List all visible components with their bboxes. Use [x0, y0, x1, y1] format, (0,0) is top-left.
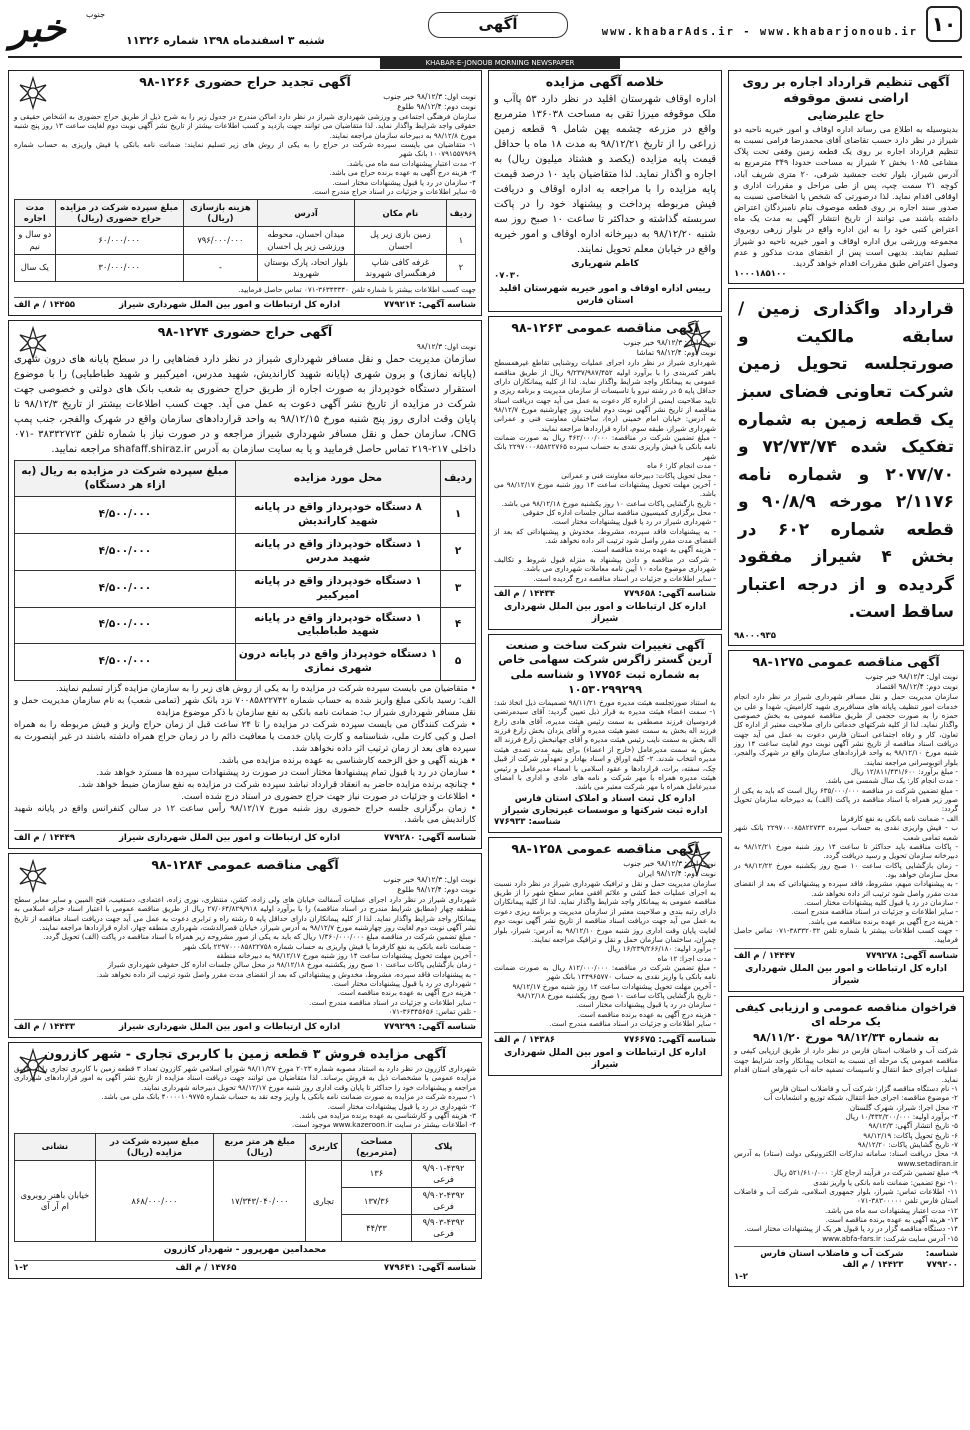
ad-body: سازمان مدیریت حمل و نقل مسافر شهرداری شیراز در نظر دارد فضاهایی را در سطح پایانه های درون شهری (پایانه نمازی) و برون شهری (پایانه شهید کاراندیش، شهید مدرس، امیرکبیر و شهید طباطبایی) را با موضوع استقرار دستگاه خودپرداز به صورت اجاره از طریق حراج حضوری به شعب بانک های دولتی و خصوصی جهت شرکت در مزایده از تاریخ نشر آگهی دعوت به عمل می آید. جهت کسب اطلاعات بیشتر از تاریخ ۹۸/۱۲/۳ تا پایان وقت اداری روز پنج شنبه مورخ ۹۸/۱۲/۱۵ به واحد قراردادهای سازمان واقع در شهرک والفجر، جنب پمپ CNG، سازمان حمل و نقل مسافر شهرداری شیراز مراجعه و در صورت نیاز با شماره تلفن ۳۸۳۳۲۷۲۳ -۰۷۱ داخلی ۲۱۷-۲۱۹ تماس حاصل فرمایید و یا به سایت سازمان به آدرس shafaff.shiraz.ir مراجعه نمایید. — [14, 353, 477, 455]
ad-code: شناسه آگهی: ۷۷۹۲۷۸ — [865, 950, 958, 961]
table-header: مبلغ سپرده شرکت در مزایده حراج حضوری (ریال) — [55, 200, 183, 227]
ad-title: آگهی تجدید حراج حضوری ۱۲۶۶-۹۸ — [139, 74, 351, 89]
table-header: نام مکان — [355, 200, 447, 227]
ad-footer — [734, 1246, 958, 1272]
ad-title: خلاصه آگهی مزایده — [545, 74, 665, 89]
table-row — [15, 534, 476, 571]
ad-code: ۹۸۰۰۰۹۳۵ — [734, 630, 776, 641]
ad-code: شناسه آگهی: ۷۷۹۲۹۹ — [383, 1022, 476, 1033]
table-header: ردیف — [446, 200, 475, 227]
column-right — [728, 70, 964, 1420]
ad-tag: ۱-۲ — [14, 1263, 29, 1274]
site-urls[interactable]: www.khabarAds.ir - www.khabarjonoub.ir — [601, 26, 918, 38]
table-row — [15, 1160, 476, 1187]
ad-num: ۱۴۴۴۹ / م الف — [14, 833, 76, 844]
table-cell: ۱ دستگاه خودپرداز واقع در پایانه امیرکبیر — [235, 570, 440, 607]
table-row — [15, 254, 476, 281]
table-header: هزینه بازسازی (ریال) — [183, 200, 257, 227]
ad-title: فراخوان مناقصه عمومی و ارزیابی کیفی یک مرحله ای — [735, 1000, 957, 1029]
ad-title: آگهی مناقصه عمومی ۱۲۵۸-۹۸ — [511, 840, 699, 856]
table-header: مبلغ سپرده شرکت در مزایده به ریال (به ازاء هر دستگاه) — [15, 460, 236, 497]
table-cell: میدان احسان، محوطه ورزشی زیر پل احسان — [258, 227, 355, 254]
ad-code: شناسه آگهی: ۷۷۶۶۷۵ — [623, 1034, 716, 1045]
ad-person: محمدامین مهرپرور - شهردار کازرون — [163, 1245, 327, 1256]
ad-title: آگهی مناقصه عمومی ۱۲۸۴-۹۸ — [151, 856, 339, 872]
table-cell: خیابان باهنر روبروی ام آر آی — [15, 1160, 96, 1242]
table-header: پلاک — [412, 1133, 476, 1160]
ad-tender-1263 — [488, 316, 722, 630]
ad-body: قرارداد واگذاری زمین / سابقه مالکیت و صورتجلسه تحویل زمین شرکت تعاونی فضای سبز یک قطعه زمین به شماره تفکیک شده ۷۲/۷۳/۷۴ و ۲۰۷۷/۷۰ و شماره نامه ۲/۱۱۷۶ مورخه ۹۰/۸/۹ و قطعه شماره ۶۰۲ در بخش ۴ شیراز مفقود گردیده و از درجه اعتبار ساقط است. — [738, 299, 955, 623]
ad-signature: اداره کل ارتباطات و امور بین الملل شهرداری شیراز — [744, 964, 948, 987]
table-header: ردیف — [441, 460, 476, 497]
ad-code: شناسه: ۷۷۹۲۰۰ — [925, 1249, 958, 1271]
table-header: مدت اجاره — [15, 200, 56, 227]
table-cell: ۴ — [441, 607, 476, 644]
table-cell: ۱۷/۳۴۳/۰۴۰/۰۰۰ — [214, 1160, 306, 1242]
table-cell: ۲ — [446, 254, 475, 281]
ad-tender-1284 — [8, 853, 482, 1038]
table-header: نشانی — [15, 1133, 96, 1160]
table-cell: ۴/۵۰۰/۰۰۰ — [15, 534, 236, 571]
column-left — [8, 70, 482, 1420]
ad-signature: رییس اداره اوقاف و امور خیریه شهرستان اقلید استان فارس — [499, 284, 711, 307]
table-row — [15, 607, 476, 644]
ad-tender-water — [728, 996, 964, 1287]
table-cell: ۸۶۸/۰۰۰/۰۰۰ — [95, 1160, 213, 1242]
ad-num: ۱۴۴۳۳ / م الف — [14, 1022, 76, 1033]
table-cell: زمین بازی زیر پل احسان — [355, 227, 447, 254]
table-header: مبلغ سپرده شرکت در مزایده (ریال) — [95, 1133, 213, 1160]
table-cell: ۴/۵۰۰/۰۰۰ — [15, 570, 236, 607]
municipality-emblem-icon — [15, 75, 51, 111]
table-cell: غرفه کافی شاپ فرهنگسرای شهروند — [355, 254, 447, 281]
ad-body: شهرداری شیراز در نظر دارد اجرای عملیات روشنایی تقاطع غیرهمسطح باهنر کمربندی را با برآورد اولیه ۹/۲۳۷/۹۸۷/۴۵۲ ریال از طریق مناقصه عمومی به پیمانکار واجد شرایط واگذار نماید. لذا از کلیه پیمانکاران دارای حداقل پایه ۵ در رشته نیرو یا تاسیسات از سازمان مدیریت و برنامه ریزی و تایید صلاحیت ایمنی از اداره کار دعوت به عمل می آید جهت دریافت اسناد مناقصه از تاریخ نشر آگهی نوبت دوم لغایت روز چهارشنبه مورخ ۹۸/۱۲/۷ به آدرس: خیابان امام خمینی (ره)، ساختمان معاونت فنی و عمرانی شهرداری شیراز، طبقه سوم، اداره قراردادها مراجعه نمایند. - مبلغ تضمین شرکت در مناقصه: ۴۶۲/۰۰۰/۰۰۰ ریال به صورت ضمانت نامه بانکی یا فیش واریزی نقدی به حساب سپرده ۲۲۹۷۰۰۰۸۵۸۲۲۷۶۵ بانک شهر - مدت انجام کار: ۶ ماه - محل تحویل پاکات: دبیرخانه معاونت فنی و عمرانی - آخرین مهلت تحویل پیشنهادات ساعت ۱۴ روز شنبه مورخ ۹۸/۱۲/۱۷ می باشد. - تاریخ بازگشایی پاکات ساعت ۱۰ روز یکشنبه مورخ ۹۸/۱۲/۱۸ می باشد. - محل برگزاری کمیسیون مناقصه سالن جلسات اداره کل حقوقی - شهرداری شیراز در رد یا قبول پیشنهادات مختار است. - به پیشنهادات فاقد سپرده، مشروط، مخدوش و پیشنهاداتی که بعد از انقضای مدت مقرر واصل شود ترتیب اثر داده نخواهد شد. - هزینه آگهی به عهده برنده مناقصه است. - شرکت در مناقصه و دادن پیشنهاد به منزله قبول شروط و تکالیف شهرداری موضوع ماده ۱۰ آیین نامه معاملات شهرداری می باشد. - سایر اطلاعات و جزئیات در اسناد مناقصه درج گردیده است. — [494, 358, 716, 583]
ad-title: آگهی تنظیم قرارداد اجاره بر روی اراضی نسق موقوفه — [742, 74, 950, 106]
table-cell: ۴/۵۰۰/۰۰۰ — [15, 497, 236, 534]
table-cell: دو سال و نیم — [15, 227, 56, 254]
table-header: کاربری — [306, 1133, 342, 1160]
table-cell: ۳ — [441, 570, 476, 607]
table-row — [15, 227, 476, 254]
ad-signature: اداره کل ارتباطات و امور بین الملل شهرداری شیراز — [503, 602, 707, 625]
ad-subtitle: حاج علیرضایی — [807, 108, 885, 122]
ad-footer — [14, 1019, 476, 1033]
ad-auction-1274 — [8, 320, 482, 849]
ad-body: اداره اوقاف شهرستان اقلید در نظر دارد ۵۳ پاآب و ملک موقوفه میرزا تقی به مساحت ۱۳۶۰۳۸ مترمربع واقع در مزرعه چشمه پهن شامل ۹ قطعه زمین زراعی را از تاریخ ۹۸/۱۲/۲۱ به مدت ۱۸ ماه با حداقل قیمت پایه مزایده (یکصد و هشتاد میلیون ریال) به اجاره و اگذار نماید. لذا متقاضیان باید ۱۰ درصد قیمت پایه مزایده را با مراجعه به اداره اوقاف و دریافت فیش مربوطه پرداخت و پیشنهاد خود را در پاکت سربسته گذاشته و حداکثر تا ساعت ۱۰ صبح روز سه شنبه ۹۸/۱۲/۲۰ به دبیرخانه اداره اوقاف و امور خیریه واقع در خیابان معلم تحویل نمایند. — [494, 94, 717, 256]
table-cell: ۱ دستگاه خودپرداز واقع در پایانه شهید طباطبایی — [235, 607, 440, 644]
page-number: ۱۰ — [926, 6, 962, 42]
table-row — [15, 497, 476, 534]
table-cell: یک سال — [15, 254, 56, 281]
page-header — [8, 6, 962, 58]
table-cell: ۴/۵۰۰/۰۰۰ — [15, 644, 236, 681]
ad-footer — [14, 1260, 476, 1274]
ad-signature: اداره کل ارتباطات و امور بین الملل شهرداری شیراز — [503, 1047, 707, 1070]
ad-code: شناسه: ۷۷۶۹۳۳ — [494, 817, 561, 828]
table-cell: ۲ — [441, 534, 476, 571]
ad-num: ۱۴۴۴۷ / م الف — [734, 950, 796, 961]
table-cell: ۱ — [446, 227, 475, 254]
table-cell: ۶۰/۰۰۰/۰۰۰ — [55, 227, 183, 254]
masthead-banner: KHABAR-E-JONOUB MORNING NEWSPAPER — [380, 58, 620, 69]
ad-footer — [494, 1032, 716, 1046]
ad-code: شناسه آگهی: ۷۷۹۶۴۱ — [383, 1263, 476, 1274]
table-cell: ۱ — [441, 497, 476, 534]
table-cell: ۴۴/۳۳ — [341, 1215, 411, 1242]
column-middle — [488, 70, 722, 1420]
table-cell: ۱۳۷/۳۶ — [341, 1187, 411, 1214]
ad-footer — [14, 297, 476, 311]
ad-code: شناسه آگهی: ۷۷۹۲۸۰ — [383, 833, 476, 844]
ad-lease-notice — [728, 70, 964, 284]
ad-title: آگهی مناقصه عمومی ۱۲۶۳-۹۸ — [511, 320, 699, 336]
municipality-emblem-icon — [15, 858, 51, 894]
ad-company-changes — [488, 634, 722, 833]
ad-note: جهت کسب اطلاعات بیشتر با شماره تلفن ۳۶۳۴۳۳۴۰-۰۷۱ تماس حاصل فرمایید. — [238, 284, 476, 294]
ad-footer — [14, 830, 476, 844]
ad-auction-1266 — [8, 70, 482, 316]
ad-signature: اداره کل ثبت اسناد و املاک استان فارس اداره ثبت شرکتها و موسسات غیرتجاری شیراز — [502, 793, 708, 816]
ad-signature: اداره کل ارتباطات و امور بین الملل شهرداری شیراز — [118, 1022, 341, 1033]
ad-footer — [494, 586, 716, 600]
ad-auction-summary — [488, 70, 722, 312]
ad-meta: نوبت اول: ۹۸/۱۲/۳ خبر جنوب نوبت دوم: ۹۸/۱۲/۴ اقتصاد — [865, 672, 958, 692]
table-cell: ۱۳۶ — [341, 1160, 411, 1187]
table-cell: ۴/۵۰۰/۰۰۰ — [15, 607, 236, 644]
ad-conditions: • متقاضیان می بایست سپرده شرکت در مزایده را به یکی از روش های زیر را به سازمان مزایده گزار تسلیم نمایند. الف: رسید بانکی مبلغ واریز شده به حساب شماره ۷۰۰۸۵۸۲۲۷۴۲ نزد بانک شهر (تمامی شعب) به نام سازمان مدیریت حمل و نقل مسافر شهرداری شیراز ب: ضمانت نامه بانکی به نفع سازمان با ذکر موضوع مزایده • شرکت کنندگان می بایست سپرده شرکت در مزایده را تا ۲۴ ساعت قبل از زمان حراج واریز و فیش مربوطه را به همراه اصل و کپی کارت ملی، شناسنامه و کارت پایان خدمت یا معافیت دائم را در زمان حراج همراه داشته باشند در غیر اینصورت به سپرده های بعد از زمان ترتیب اثر داده نخواهد شد. • هزینه آگهی و حق الزحمه کارشناسی به عهده برنده مزایده می باشد. • سازمان در رد یا قبول تمام پیشنهادها مختار است در صورت رد پیشنهادات سپرده ها مسترد خواهد شد. • چنانچه برنده مزایده حاضر به انعقاد قرارداد نباشد سپرده شرکت در مزایده به نفع سازمان ضبط خواهد شد. • اطلاعات و جزئیات در صورت نیاز جهت حراج حضوری در اسناد درج شده است. • زمان برگزاری جلسه حراج حضوری روز شنبه مورخ ۹۸/۱۲/۱۷ رأس ساعت ۱۲ در سالن کنفرانس واقع در پایانه شهید کاراندیش می باشد. — [14, 683, 476, 826]
municipality-emblem-icon — [15, 1047, 51, 1083]
section-title: آگهی — [428, 12, 568, 38]
ad-num: شرکت آب و فاضلاب استان فارس ۱۴۴۲۳ / م الف — [760, 1249, 904, 1271]
table-cell: ۵ — [441, 644, 476, 681]
newspaper-logo-sub: جنوب — [86, 10, 106, 19]
table-cell: بلوار اتحاد، پارک بوستان شهروند — [258, 254, 355, 281]
ad-body: شهرداری شیراز در نظر دارد اجرای عملیات آسفالت خیابان های ولی زاده، کشن، منتظری، نوری زاده، اعتمادی، دستغیب، فتح المبین و سایر معابر سطح منطقه چهار (مطابق شرایط مندرج در اسناد مناقصه) را با برآورد اولیه ۲۷/۰۶۴/۸۲۹/۹۱۸ ریال از طریق مناقصه عمومی با اعتبار اسناد خزانه اسلامی به پیمانکار واجد شرایط واگذار نماید. لذا از کلیه پیمانکاران دارای حداقل پایه ۵ رشته راه و ترابری دعوت به عمل می آید جهت دریافت اسناد مناقصه از تاریخ نشر آگهی نوبت دوم لغایت روز چهارشنبه مورخ ۹۸/۱۲/۷ به آدرس شیراز، خیابان قصرالدشت، شهرداری منطقه چهار، اداره قراردادها مراجعه نمایند. - مبلغ تضمین شرکت در مناقصه مبلغ ۱/۳۶۰/۰۰۰/۰۰۰ ریال که باید به یکی از صور مشروحه زیر همراه با اسناد مناقصه در پاکت (الف) تحویل گردد. - ضمانت نامه بانکی به نفع کارفرما یا فیش واریزی به حساب شماره ۲۲۹۷۰۰۰۸۵۸۲۲۷۵۸ بانک شهر - آخرین مهلت تحویل پیشنهادات ساعت ۱۴ روز شنبه مورخ ۹۸/۱۲/۱۷ به دبیرخانه منطقه - زمان بازگشایی پاکات ساعت ۱۰ صبح روز یکشنبه مورخ ۹۸/۱۲/۱۸ در محل سالن جلسات اداره کل حقوقی شهرداری شیراز - به پیشنهادات فاقد سپرده، مشروط، مخدوش و پیشنهاداتی که بعد از انقضای مدت مقرر واصل شود ترتیب اثر داده نخواهد شد. - شهرداری در رد یا قبول پیشنهادات مختار است. - هزینه درج آگهی به عهده برنده مناقصه است. - سایر اطلاعات و جزئیات در اسناد مناقصه مندرج است. - تلفن تماس: ۳۶۳۴۵۶۵۶-۰۷۱ — [14, 894, 476, 1017]
ad-meta: نوبت اول: ۹۸/۱۲/۳ خبر جنوب نوبت دوم: ۹۸/۱۲/۴ تماشا — [623, 338, 716, 358]
ad-num: ۱۴۴۳۴ / م الف — [494, 588, 556, 599]
ad-code: شناسه آگهی: ۷۷۹۲۱۴ — [383, 300, 476, 311]
table-row — [15, 644, 476, 681]
ad-tender-1275 — [728, 650, 964, 992]
ad-footer — [734, 948, 958, 962]
ad-title: آگهی مناقصه عمومی ۱۲۷۵-۹۸ — [752, 654, 940, 670]
ad-subtitle: به شماره ۹۸/۱۲/۳۴ مورخ ۹۸/۱۱/۲۰ — [753, 1030, 939, 1044]
ad-code: ۱۰۰۰۱۸۵۱۰۰ — [734, 269, 787, 280]
issue-dateline: شنبه ۳ اسفندماه ۱۳۹۸ شماره ۱۱۳۲۶ — [126, 34, 325, 47]
ad-body: بدینوسیله به اطلاع می رساند اداره اوقاف و امور خیریه ناحیه دو شیراز در نظر دارد حسب تقاضای آقای محمدرضا فرامی نسبت به تنظیم قرارداد اجاره بر روی یک قطعه زمین وقفی تحت پلاک مشاعی ۱۰۸۵ بخش ۲ شیراز به مساحت حدودا ۳۴۹ مترمربع به آدرس شیراز، بلوار تخت جمشید شرقی، ۲۰ متری شریف آباد، کوچه ۲۱ سمت چپ، پس از طی مراحل و مقررات اداری و اوقافی اقدام نماید. لذا درصورتی که شخص یا اشخاصی نسبت به صدور سند اجاره بر روی قطعه موصوف بنام نامبردگان اعتراض داشته باشند می توانند از تاریخ انتشار آگهی به مدت یک ماه اعتراض کتبی خود را به این اداره واقع در بلوار زرهی روبروی مجموعه ورزشی برق اداره اوقاف و امور خیریه ناحیه دو شیراز تسلیم نمایند. بدیهی است پس از انقضای مدت مذکور و عدم وصول اعتراض طبق مقررات اقدام خواهد گردید. — [734, 124, 958, 268]
ad-num: ۱۴۷۶۵ / م الف — [175, 1263, 237, 1274]
table-row — [15, 570, 476, 607]
ad-body: شرکت آب و فاضلاب استان فارس در نظر دارد از طریق ارزیابی کیفی و مناقصه عمومی یک مرحله ای نسبت به انتخاب پیمانکار واجد شرایط جهت عملیات اجرای خط انتقال و تاسیسات تصفیه خانه آب شهرهای استان اقدام نماید. ۱- نام دستگاه مناقصه گزار: شرکت آب و فاضلاب استان فارس ۲- موضوع مناقصه: اجرای خط انتقال، شبکه توزیع و انشعابات آب ۳- محل اجرا: شیراز، شهرک گلستان ۴- برآورد اولیه: ۱۰/۴۳۲/۲۰۰/۰۰۰ ریال ۵- تاریخ انتشار آگهی: ۹۸/۱۲/۳ ۶- تاریخ تحویل پاکات: ۹۸/۱۲/۱۹ ۷- تاریخ گشایش پاکات: ۹۸/۱۲/۲۰ ۸- محل دریافت اسناد: سامانه تدارکات الکترونیکی دولت (ستاد) به آدرس www.setadiran.ir ۹- مبلغ تضمین شرکت در فرآیند ارجاع کار: ۵۲۱/۶۱۰/۰۰۰ ریال ۱۰- نوع تضمین: ضمانت نامه بانکی یا واریز نقدی ۱۱- اطلاعات تماس: شیراز، بلوار جمهوری اسلامی، شرکت آب و فاضلاب استان فارس تلفن ۳۸۳۰۰۰۰۰-۰۷۱ ۱۲- مدت اعتبار پیشنهادات سه ماه می باشد. ۱۳- هزینه آگهی به عهده برنده مناقصه است. ۱۴- دستگاه مناقصه گزار در رد یا قبول هر یک از پیشنهادات مختار است. ۱۵- آدرس سایت شرکت: www.abfa-fars.ir — [734, 1046, 958, 1243]
ad-tender-1258 — [488, 837, 722, 1076]
table-cell: ۸ دستگاه خودپرداز واقع در پایانه شهید کاراندیش — [235, 497, 440, 534]
table-cell: - — [183, 254, 257, 281]
ad-body: سازمان مدیریت حمل و نقل و ترافیک شهرداری شیراز در نظر دارد نسبت به اجرای عملیات خط کشی و علائم افقی معابر سطح شهر را از طریق مناقصه عمومی به پیمانکار واجد شرایط واگذار نماید. لذا از کلیه پیمانکاران دارای رتبه بندی و صلاحیت معتبر از سازمان مدیریت و برنامه ریزی دعوت به عمل می آید جهت دریافت اسناد مناقصه از تاریخ نشر آگهی نوبت دوم لغایت پایان وقت اداری روز شنبه مورخ ۹۸/۱۲/۱۰ به آدرس: شیراز، بلوار چمران، ساختمان سازمان حمل و نقل و ترافیک مراجعه نمایند. - برآورد اولیه: ۱۶/۲۳۹/۲۶۶/۱۸۰ ریال - مدت اجرا: ۱۲ ماه - مبلغ تضمین شرکت در مناقصه: ۸۱۲/۰۰۰/۰۰۰ ریال به صورت ضمانت نامه بانکی یا واریز نقدی به حساب ۱۴۴۹۶۵۷۷۰ بانک شهر - آخرین مهلت تحویل پیشنهادات ساعت ۱۴ روز شنبه مورخ ۹۸/۱۲/۱۷ - تاریخ بازگشایی پاکات ساعت ۱۰ صبح روز یکشنبه مورخ ۹۸/۱۲/۱۸ - سازمان در رد یا قبول پیشنهادات مختار است. - هزینه درج آگهی به عهده برنده مناقصه است. - سایر اطلاعات و جزئیات در اسناد مناقصه مندرج است. — [494, 878, 716, 1029]
ad-body: سازمان فرهنگی اجتماعی و ورزشی شهرداری شیراز در نظر دارد اماکن مندرج در جدول زیر را به شرح ذیل از طریق حراج حضوری به اشخاص حقیقی و حقوقی واجد شرایط واگذار نماید. لذا متقاضیان می توانند جهت بازدید و کسب اطلاعات بیشتر از تاریخ نشر آگهی نوبت دوم لغایت ساعت ۱۳ روز پنج شنبه مورخ ۹۸/۱۲/۸ به دبیرخانه سازمان مراجعه نمایند. ۱- متقاضیان می بایست سپرده شرکت در حراج را به یکی از روش های زیر تسلیم نمایند: ضمانت نامه بانکی یا فیش واریزی به حساب شماره ۱۰۰۷۹۱۵۵۷۹۶۹ بانک شهر ۲- مدت اعتبار پیشنهادات سه ماه می باشد. ۳- هزینه درج آگهی به عهده برنده حراج می باشد. ۴- سازمان در رد یا قبول پیشنهادات مختار است. ۵- سایر اطلاعات و جزئیات در اسناد حراج مندرج است. — [14, 112, 476, 196]
newspaper-logo: خبر — [10, 5, 66, 50]
ad-land-sale-kazeroon — [8, 1042, 482, 1279]
ad-title: آگهی مزایده فروش ۳ قطعه زمین با کاربری تجاری - شهر کازرون — [43, 1045, 447, 1061]
municipality-emblem-icon — [679, 842, 715, 878]
municipality-emblem-icon — [679, 321, 715, 357]
ad-meta: نوبت اول: ۹۸/۱۲/۳ — [416, 341, 476, 351]
ad-meta: نوبت اول: ۹۸/۱۲/۳ خبر جنوب نوبت دوم: ۹۸/۱۲/۴ طلوع — [383, 875, 476, 894]
ad-body: شهرداری کازرون در نظر دارد به استناد مصوبه شماره ۲۰۲۳ مورخ ۹۸/۱۱/۲۷ شورای اسلامی شهر کازرون تعداد ۳ قطعه زمین با کاربری تجاری را از طریق مزایده عمومی با مشخصات ذیل به فروش برساند. لذا متقاضیان می توانند جهت دریافت اسناد مزایده از تاریخ نشر آگهی به امور قراردادهای شهرداری مراجعه و پیشنهادات خود را حداکثر تا پایان وقت اداری روز شنبه مورخ ۹۸/۱۲/۱۷ تحویل دبیرخانه شهرداری نمایند. ۱- سپرده شرکت در مزایده به صورت ضمانت نامه بانکی یا واریز وجه نقد به حساب شماره ۴۰۰۰۰۱۰۹۷۷۵ بانک ملی می باشد. ۲- شهرداری در رد یا قبول پیشنهادات مختار است. ۳- هزینه آگهی و کارشناسی به عهده برنده مزایده می باشد. ۴- اطلاعات بیشتر در سایت www.kazeroon.ir موجود است. — [14, 1064, 476, 1130]
ad-lost-document — [728, 288, 964, 646]
ad-meta: نوبت اول: ۹۸/۱۲/۳ خبر جنوب نوبت دوم: ۹۸/۱۲/۴ طلوع — [383, 92, 476, 112]
ad-num: ۱۴۳۸۶ / م الف — [494, 1034, 556, 1045]
ad-body: به استناد صورتجلسه هیئت مدیره مورخ ۹۸/۱۱/۲۱ تصمیمات ذیل اتخاذ شد: ۱- سمت اعضاء هیئت مدیره به قرار ذیل تعیین گردید: آقای سیدمرتضی فردوسیان فرزند مصطفی به سمت رئیس هیئت مدیره، آقای هادی زارع فرزند اله بخش به سمت عضو هیئت مدیره و آقای یزدان بخش زارع فرزند اله بخش به سمت نایب رئیس هیئت مدیره و آقای جهانبخش زارع فرزند اله بخش به سمت مدیرعامل (خارج از اعضاء) برای بقیه مدت تصدی هیئت مدیره انتخاب شدند. ۲- کلیه اوراق و اسناد بهادار و تعهدآور شرکت از قبیل چک، سفته، برات، قراردادها و عقود اسلامی با امضاء مدیرعامل و رئیس هیئت مدیره همراه با مهر شرکت و نامه های عادی و اداری با امضای مدیرعامل همراه با مهر شرکت معتبر می باشد. — [494, 698, 716, 792]
ad-table — [14, 460, 476, 681]
ad-body: سازمان مدیریت حمل و نقل مسافر شهرداری شیراز در نظر دارد انجام خدمات امور تنظیف پایانه های مسافربری شهید کارامیش، شهدا و علی بن حمزه را به صورت حجمی از طریق مناقصه عمومی به بخش خصوصی واگذار نماید. لذا از کلیه شرکتهای خدماتی دارای صلاحیت معتبر از اداره کل تعاون، کار و رفاه اجتماعی استان فارس دعوت به عمل می آید جهت دریافت اسناد مناقصه از تاریخ نشر آگهی نوبت دوم لغایت ساعت ۱۴ روز شنبه مورخ ۹۸/۱۲/۱۰ به واحد قراردادهای سازمان واقع در شهرک والفجر، بلوار اتوبوسرانی مراجعه نمایند. - مبلغ برآورد: ۱۲/۸۱۱/۴۳۱/۶۰۰ ریال - مدت انجام کار: یک سال شمسی می باشد. - مبلغ تضمین شرکت در مناقصه ۶۳۵/۰۰۰/۰۰۰ ریال است که باید به یکی از صور زیر همراه با اسناد مناقصه در پاکت (الف) به دبیرخانه سازمان تحویل گردد: الف - ضمانت نامه بانکی به نفع کارفرما ب - فیش واریزی نقدی به حساب سپرده ۲۲۹۷۰۰۰۸۵۸۲۲۷۴۳ بانک شهر شعبه تمامی شعب - پاکات مناقصه باید حداکثر تا ساعت ۱۴ روز شنبه مورخ ۹۸/۱۲/۲۱ به دبیرخانه سازمان تحویل و رسید دریافت گردد. - زمان بازگشایی پاکات ساعت ۱۰ صبح روز یکشنبه مورخ ۹۸/۱۲/۲۲ در محل سازمان خواهد بود. - به پیشنهادات مبهم، مشروط، فاقد سپرده و پیشنهاداتی که بعد از انقضای مدت مقرر واصل شود ترتیب اثر داده نخواهد شد. - سازمان در رد یا قبول کلیه پیشنهادات مختار است. - سایر اطلاعات و جزئیات در اسناد مناقصه مندرج است. - هزینه درج آگهی بر عهده برنده مناقصه می باشد. - جهت کسب اطلاعات بیشتر با شماره تلفن ۳۸۳۳۲۰۳۲-۰۷۱ تماس حاصل فرمایید. — [734, 692, 958, 945]
table-cell: ۱ دستگاه خودپرداز واقع در پایانه شهید مدرس — [235, 534, 440, 571]
ad-num: ۱۴۴۵۵ / م الف — [14, 300, 76, 311]
ad-title: آگهی حراج حضوری ۱۲۷۴-۹۸ — [157, 323, 333, 339]
table-header: مساحت (مترمربع) — [341, 1133, 411, 1160]
table-cell: ۹/۹۰۲-۴۳۹۲ فرعی — [412, 1187, 476, 1214]
ad-table — [14, 1133, 476, 1243]
table-header: مبلغ هر متر مربع (ریال) — [214, 1133, 306, 1160]
ad-tag: ۱-۲ — [734, 1271, 749, 1282]
ad-person: کاظم شهریاری — [571, 259, 639, 270]
table-cell: ۷۹۶/۰۰۰/۰۰۰ — [183, 227, 257, 254]
ad-title: آگهی تغییرات شرکت ساخت و صنعت آرین گستر زاگرس شرکت سهامی خاص به شماره ثبت ۱۷۷۵۶ و شناسه ملی ۱۰۵۳۰۲۹۹۲۹۹ — [498, 638, 712, 696]
table-cell: تجاری — [306, 1160, 342, 1242]
table-cell: ۹/۹۰۳-۴۳۹۲ فرعی — [412, 1215, 476, 1242]
ad-signature: اداره کل ارتباطات و امور بین الملل شهرداری شیراز — [118, 300, 341, 311]
municipality-emblem-icon — [15, 325, 51, 361]
table-header: محل مورد مزایده — [235, 460, 440, 497]
table-cell: ۹/۹۰۱-۴۳۹۲ فرعی — [412, 1160, 476, 1187]
table-cell: ۱ دستگاه خودپرداز واقع در پایانه درون شهری نمازی — [235, 644, 440, 681]
table-header: آدرس — [258, 200, 355, 227]
table-cell: ۳۰/۰۰۰/۰۰۰ — [55, 254, 183, 281]
ad-signature: اداره کل ارتباطات و امور بین الملل شهرداری شیراز — [118, 833, 341, 844]
ad-code: شناسه آگهی: ۷۷۹۶۵۸ — [623, 588, 716, 599]
ad-code: ۰۷۰۳۰ — [494, 271, 521, 282]
ad-table — [14, 199, 476, 282]
ad-meta: نوبت اول: ۹۸/۱۲/۳ خبر جنوب نوبت دوم: ۹۸/۱۲/۴ ایران — [623, 858, 716, 878]
